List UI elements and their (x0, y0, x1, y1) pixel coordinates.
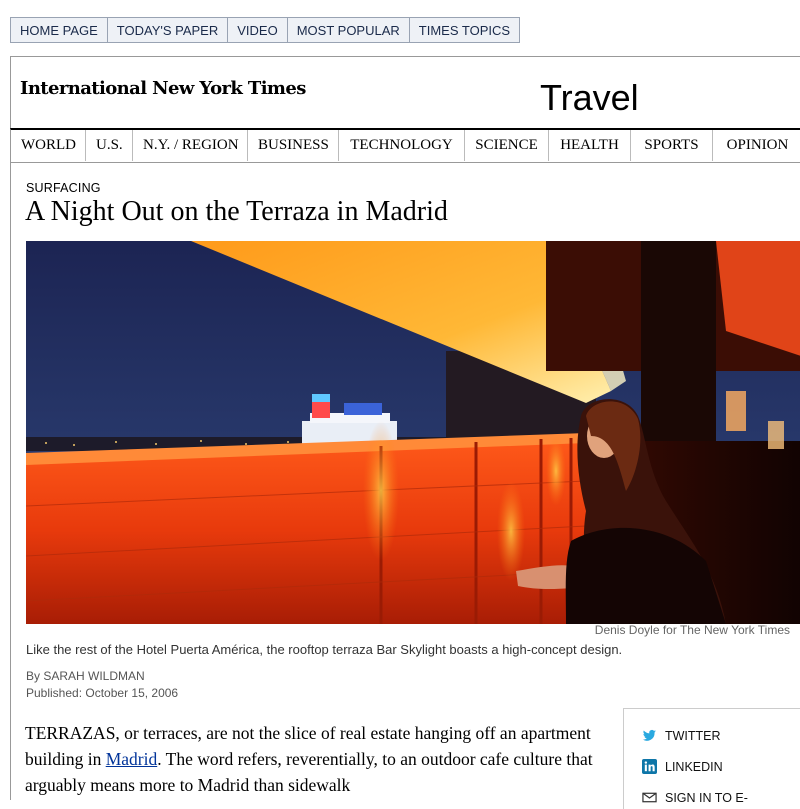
body-text-rest: . The word refers, reverentially, to an outdoor cafe culture that arguably means more to Madrid than sidewalk (25, 749, 593, 795)
photo-caption: Like the rest of the Hotel Puerta América, the rooftop terraza Bar Skylight boasts a high-concept design. (26, 642, 623, 657)
article-headline: A Night Out on the Terraza in Madrid (25, 196, 448, 227)
section-us[interactable]: U.S. (86, 130, 133, 161)
envelope-icon (642, 790, 657, 805)
article-published-date: Published: October 15, 2006 (26, 686, 179, 700)
twitter-share[interactable] (642, 728, 721, 743)
article (10, 160, 800, 805)
twitter-icon (642, 728, 657, 743)
nav-home-page[interactable]: HOME PAGE (11, 18, 108, 42)
section-world[interactable]: WORLD (11, 130, 86, 161)
nav-most-popular[interactable]: MOST POPULAR (288, 18, 410, 42)
section-ny-region[interactable]: N.Y. / REGION (133, 130, 248, 161)
nav-video[interactable]: VIDEO (228, 18, 287, 42)
linkedin-share[interactable] (642, 759, 723, 774)
madrid-link[interactable]: Madrid (105, 749, 158, 769)
nav-todays-paper[interactable]: TODAY'S PAPER (108, 18, 228, 42)
share-tools (623, 708, 800, 809)
masthead (10, 56, 800, 129)
email-share[interactable] (642, 790, 748, 805)
section-sports[interactable]: SPORTS (631, 130, 713, 161)
site-logo[interactable]: International New York Times (20, 78, 306, 99)
section-business[interactable]: BUSINESS (248, 130, 339, 161)
section-health[interactable]: HEALTH (549, 130, 631, 161)
article-kicker[interactable]: SURFACING (26, 181, 101, 195)
section-technology[interactable]: TECHNOLOGY (339, 130, 465, 161)
nav-times-topics[interactable]: TIMES TOPICS (418, 23, 511, 38)
twitter-label: TWITTER (665, 728, 721, 743)
section-nav (10, 128, 800, 163)
linkedin-label: LINKEDIN (665, 759, 723, 774)
article-body (25, 720, 600, 798)
body-text-intro: TERRAZAS, or terraces, are not the slice of real estate hanging off an apartment building in (25, 723, 591, 769)
article-byline: By SARAH WILDMAN (26, 669, 145, 683)
section-opinion[interactable]: OPINION (713, 130, 800, 161)
linkedin-icon (642, 759, 657, 774)
section-science[interactable]: SCIENCE (465, 130, 549, 161)
article-photo[interactable] (26, 241, 800, 624)
photo-credit: Denis Doyle for The New York Times (594, 623, 790, 637)
signin-email-label: SIGN IN TO E- (665, 790, 748, 805)
section-title: Travel (540, 77, 639, 118)
top-utility-nav (10, 17, 520, 43)
